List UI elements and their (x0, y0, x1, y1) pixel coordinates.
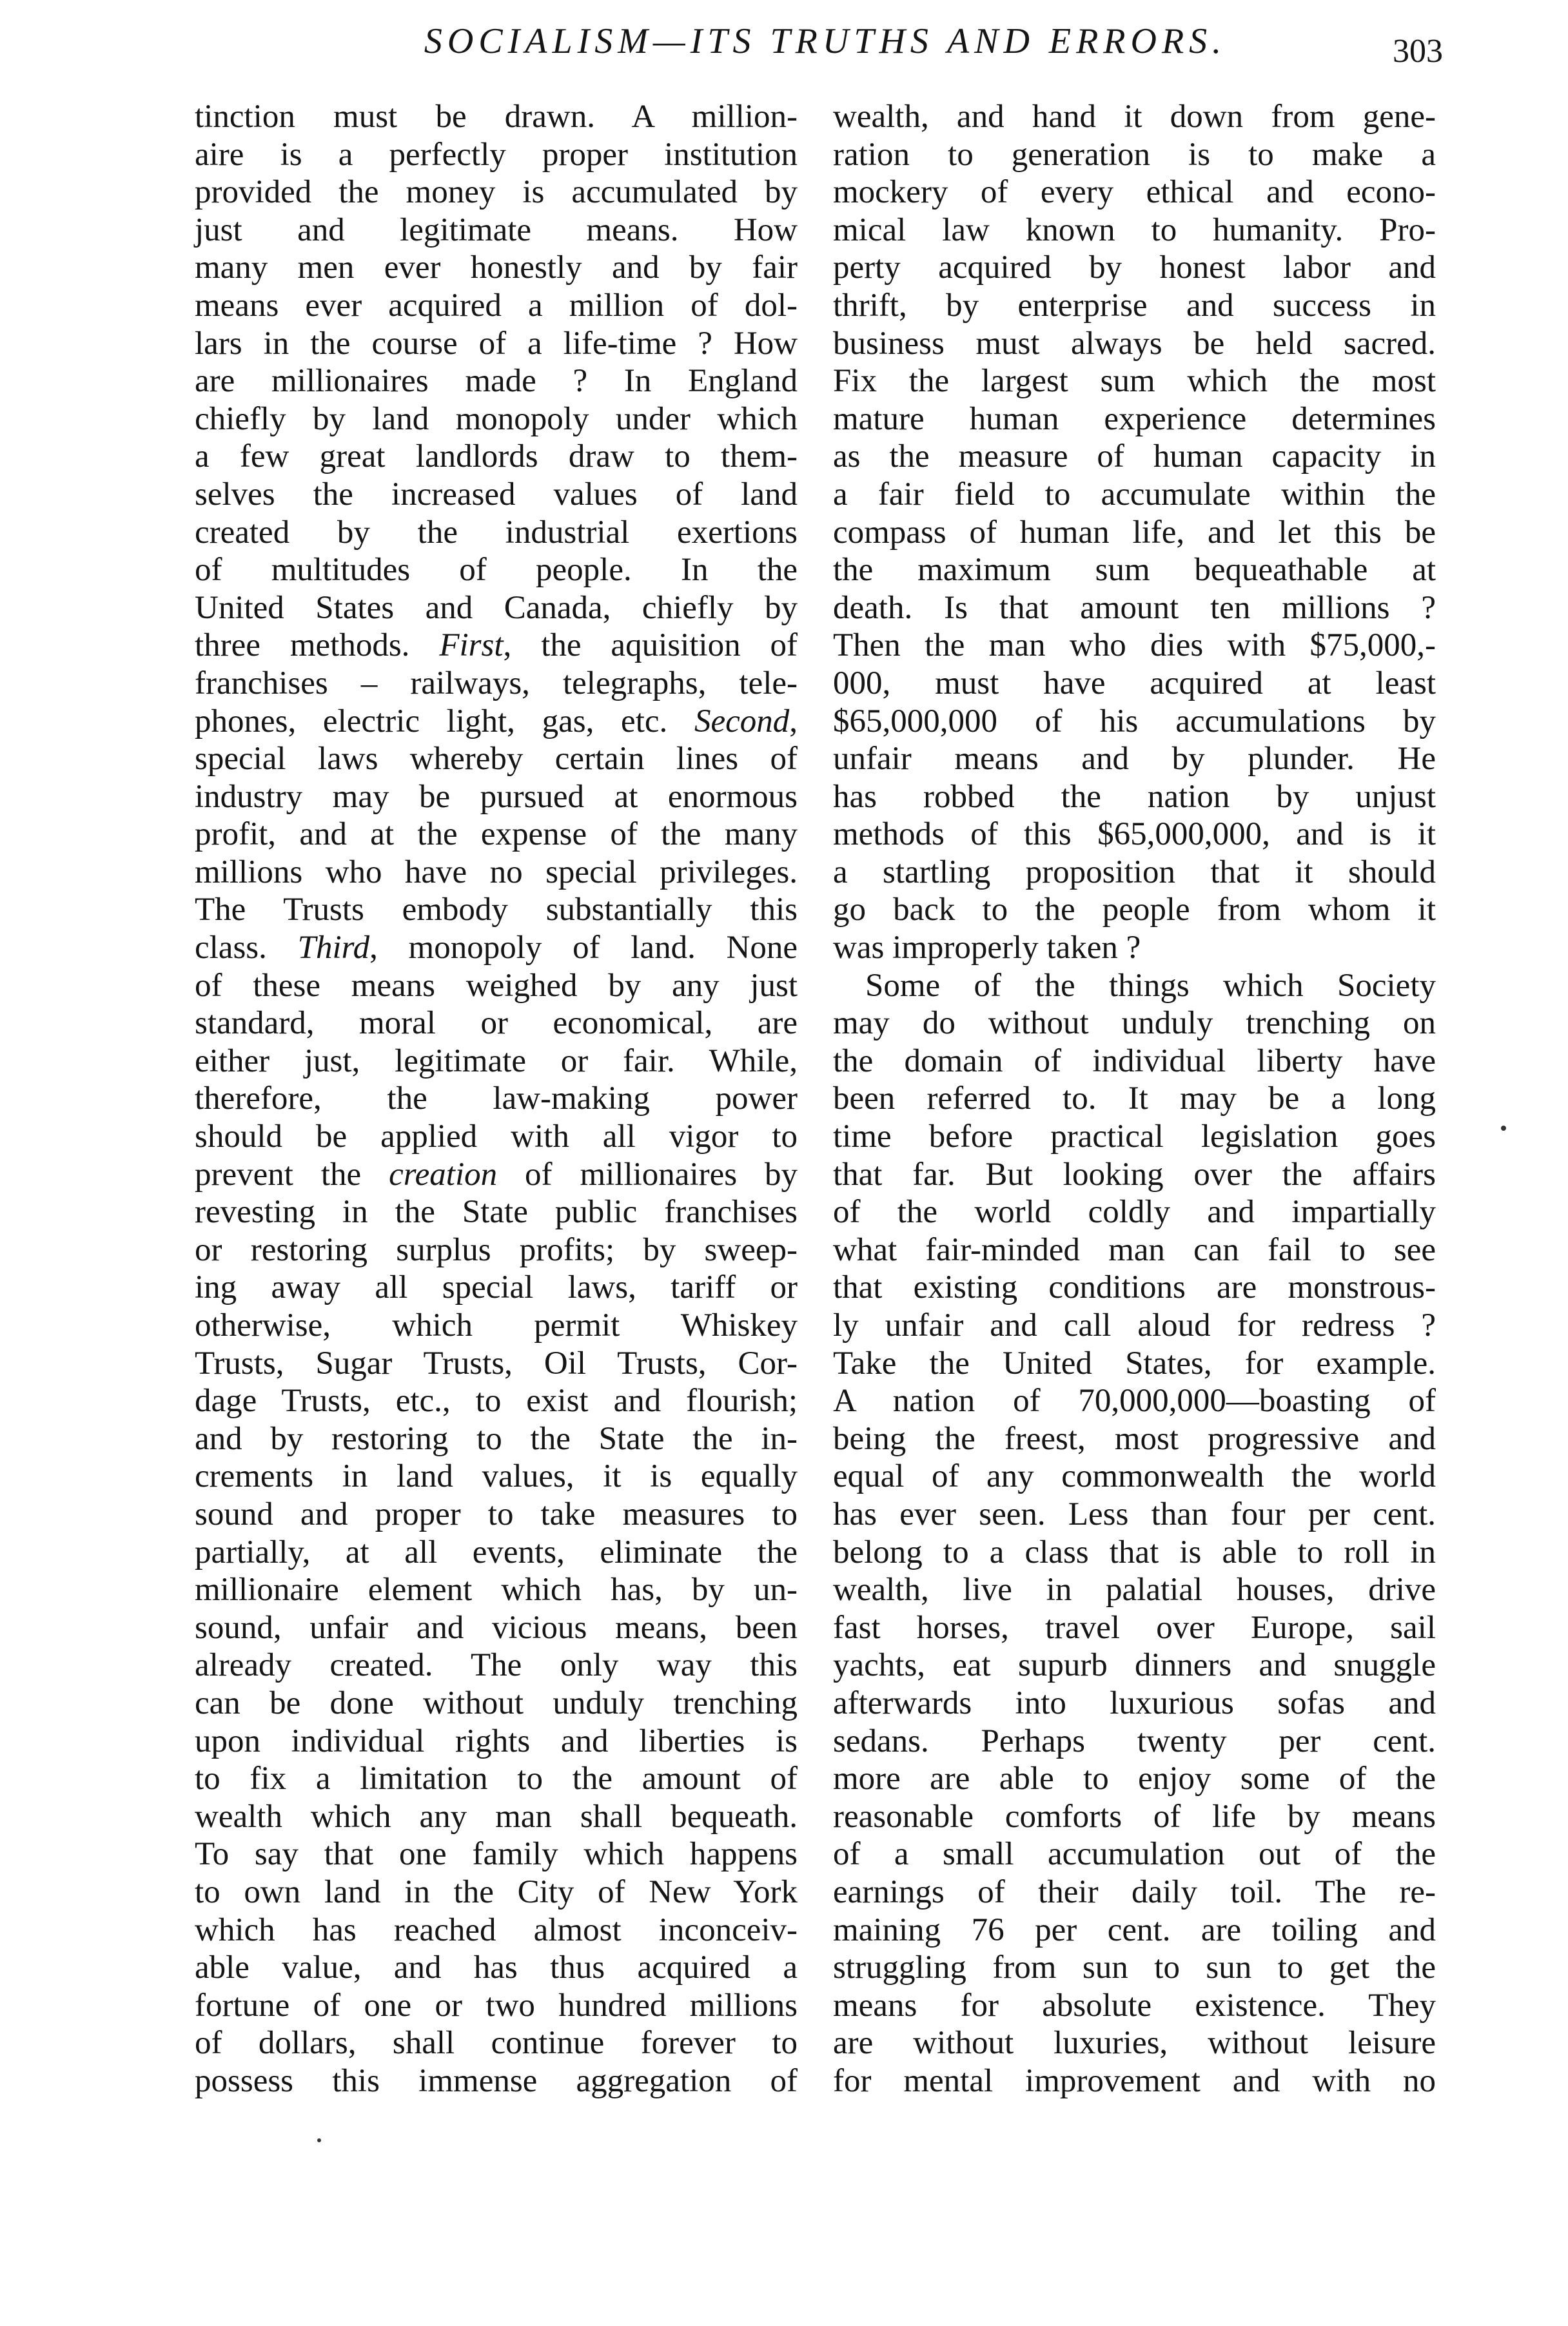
text-line: yachts, eat supurb dinners and snuggle (833, 1647, 1436, 1684)
text-line: prevent the creation of millionaires by (195, 1156, 798, 1193)
text-line: a few great landlords draw to them- (195, 438, 798, 475)
text-line: just and legitimate means. How (195, 211, 798, 248)
text-line: may do without unduly trenching on (833, 1005, 1436, 1042)
text-line: revesting in the State public franchises (195, 1194, 798, 1231)
text-line: death. Is that amount ten millions ? (833, 589, 1436, 626)
text-line: which has reached almost inconceiv- (195, 1911, 798, 1948)
text-line: afterwards into luxurious sofas and (833, 1685, 1436, 1721)
text-line: more are able to enjoy some of the (833, 1761, 1436, 1797)
text-line: chiefly by land monopoly under which (195, 400, 798, 437)
text-line: A nation of 70,000,000—boasting of (833, 1383, 1436, 1420)
print-speck (1501, 1126, 1506, 1131)
text-line: class. Third, monopoly of land. None (195, 930, 798, 966)
text-line: what fair-minded man can fail to see (833, 1231, 1436, 1268)
left-text-column (195, 98, 798, 2100)
text-line: Some of the things which Society (865, 967, 1436, 1004)
text-line: thrift, by enterprise and success in (833, 287, 1436, 324)
running-title: SOCIALISM—ITS TRUTHS AND ERRORS. (424, 21, 1227, 61)
text-line: and by restoring to the State the in- (195, 1420, 798, 1457)
text-line: or restoring surplus profits; by sweep- (195, 1231, 798, 1268)
text-line: therefore, the law-making power (195, 1080, 798, 1117)
text-line: lars in the course of a life-time ? How (195, 325, 798, 362)
text-line: maining 76 per cent. are toiling and (833, 1911, 1436, 1948)
text-line: already created. The only way this (195, 1647, 798, 1684)
text-line: Take the United States, for example. (833, 1345, 1436, 1382)
text-line: otherwise, which permit Whiskey (195, 1307, 798, 1344)
text-line: Trusts, Sugar Trusts, Oil Trusts, Cor- (195, 1345, 798, 1382)
text-line: perty acquired by honest labor and (833, 249, 1436, 286)
text-line: provided the money is accumulated by (195, 174, 798, 211)
text-line: methods of this $65,000,000, and is it (833, 816, 1436, 853)
page-number: 303 (1393, 33, 1443, 70)
text-line: as the measure of human capacity in (833, 438, 1436, 475)
text-line: ing away all special laws, tariff or (195, 1269, 798, 1306)
text-line: selves the increased values of land (195, 476, 798, 513)
text-line: $65,000,000 of his accumulations by (833, 703, 1436, 739)
text-line: three methods. First, the aquisition of (195, 627, 798, 664)
text-line: are millionaires made ? In England (195, 363, 798, 400)
text-line: The Trusts embody substantially this (195, 892, 798, 928)
text-line: ly unfair and call aloud for redress ? (833, 1307, 1436, 1344)
text-line: able value, and has thus acquired a (195, 1950, 798, 1986)
text-line: crements in land values, it is equally (195, 1458, 798, 1495)
text-line: wealth, and hand it down from gene- (833, 99, 1436, 135)
text-line: tinction must be drawn. A million- (195, 99, 798, 135)
print-speck (317, 2138, 321, 2142)
text-line: means for absolute existence. They (833, 1987, 1436, 2024)
text-line: franchises – railways, telegraphs, tele- (195, 665, 798, 701)
text-line: industry may be pursued at enormous (195, 778, 798, 815)
text-line: that far. But looking over the affairs (833, 1156, 1436, 1193)
text-line: many men ever honestly and by fair (195, 249, 798, 286)
text-line: been referred to. It may be a long (833, 1080, 1436, 1117)
text-line: upon individual rights and liberties is (195, 1723, 798, 1759)
text-line: being the freest, most progressive and (833, 1420, 1436, 1457)
text-line: possess this immense aggregation of (195, 2062, 798, 2099)
text-line: aire is a perfectly proper institution (195, 136, 798, 173)
text-line: of a small accumulation out of the (833, 1836, 1436, 1873)
text-line: time before practical legislation goes (833, 1119, 1436, 1155)
text-line: mical law known to humanity. Pro- (833, 211, 1436, 248)
text-line: sedans. Perhaps twenty per cent. (833, 1723, 1436, 1759)
text-line: business must always be held sacred. (833, 325, 1436, 362)
text-line: fast horses, travel over Europe, sail (833, 1609, 1436, 1646)
text-line: sound and proper to take measures to (195, 1496, 798, 1532)
text-line: struggling from sun to sun to get the (833, 1950, 1436, 1986)
text-line: the maximum sum bequeathable at (833, 552, 1436, 589)
text-line: that existing conditions are monstrous- (833, 1269, 1436, 1306)
text-line: dage Trusts, etc., to exist and flourish; (195, 1383, 798, 1420)
text-line: standard, moral or economical, are (195, 1005, 798, 1042)
text-line: to fix a limitation to the amount of (195, 1761, 798, 1797)
text-line: for mental improvement and with no (833, 2062, 1436, 2099)
text-line: United States and Canada, chiefly by (195, 589, 798, 626)
text-line: the domain of individual liberty have (833, 1042, 1436, 1079)
text-line: either just, legitimate or fair. While, (195, 1042, 798, 1079)
text-line: wealth which any man shall bequeath. (195, 1798, 798, 1835)
text-line: 000, must have acquired at least (833, 665, 1436, 701)
text-line: To say that one family which happens (195, 1836, 798, 1873)
text-line: has ever seen. Less than four per cent. (833, 1496, 1436, 1532)
text-line: of multitudes of people. In the (195, 552, 798, 589)
text-line: means ever acquired a million of dol- (195, 287, 798, 324)
text-line: earnings of their daily toil. The re- (833, 1873, 1436, 1910)
text-line: equal of any commonwealth the world (833, 1458, 1436, 1495)
text-line: a startling proposition that it should (833, 854, 1436, 890)
text-line: wealth, live in palatial houses, drive (833, 1572, 1436, 1608)
text-line: sound, unfair and vicious means, been (195, 1609, 798, 1646)
text-line: Then the man who dies with $75,000,- (833, 627, 1436, 664)
text-line: mature human experience determines (833, 400, 1436, 437)
text-line: reasonable comforts of life by means (833, 1798, 1436, 1835)
text-line: of the world coldly and impartially (833, 1194, 1436, 1231)
text-line: belong to a class that is able to roll in (833, 1534, 1436, 1570)
text-line: Fix the largest sum which the most (833, 363, 1436, 400)
text-line: special laws whereby certain lines of (195, 741, 798, 777)
text-line: partially, at all events, eliminate the (195, 1534, 798, 1570)
text-line: a fair field to accumulate within the (833, 476, 1436, 513)
text-line: was improperly taken ? (833, 930, 1141, 966)
text-line: millions who have no special privileges. (195, 854, 798, 890)
text-line: mockery of every ethical and econo- (833, 174, 1436, 211)
text-line: millionaire element which has, by un- (195, 1572, 798, 1608)
text-line: to own land in the City of New York (195, 1873, 798, 1910)
right-text-column (833, 98, 1436, 2100)
text-line: compass of human life, and let this be (833, 514, 1436, 551)
text-line: fortune of one or two hundred millions (195, 1987, 798, 2024)
text-line: ration to generation is to make a (833, 136, 1436, 173)
text-line: has robbed the nation by unjust (833, 778, 1436, 815)
text-line: of dollars, shall continue forever to (195, 2025, 798, 2062)
text-line: should be applied with all vigor to (195, 1119, 798, 1155)
text-line: go back to the people from whom it (833, 892, 1436, 928)
text-line: created by the industrial exertions (195, 514, 798, 551)
text-line: can be done without unduly trenching (195, 1685, 798, 1721)
text-line: of these means weighed by any just (195, 967, 798, 1004)
text-line: profit, and at the expense of the many (195, 816, 798, 853)
text-line: unfair means and by plunder. He (833, 741, 1436, 777)
text-line: are without luxuries, without leisure (833, 2025, 1436, 2062)
text-line: phones, electric light, gas, etc. Second, (195, 703, 798, 739)
